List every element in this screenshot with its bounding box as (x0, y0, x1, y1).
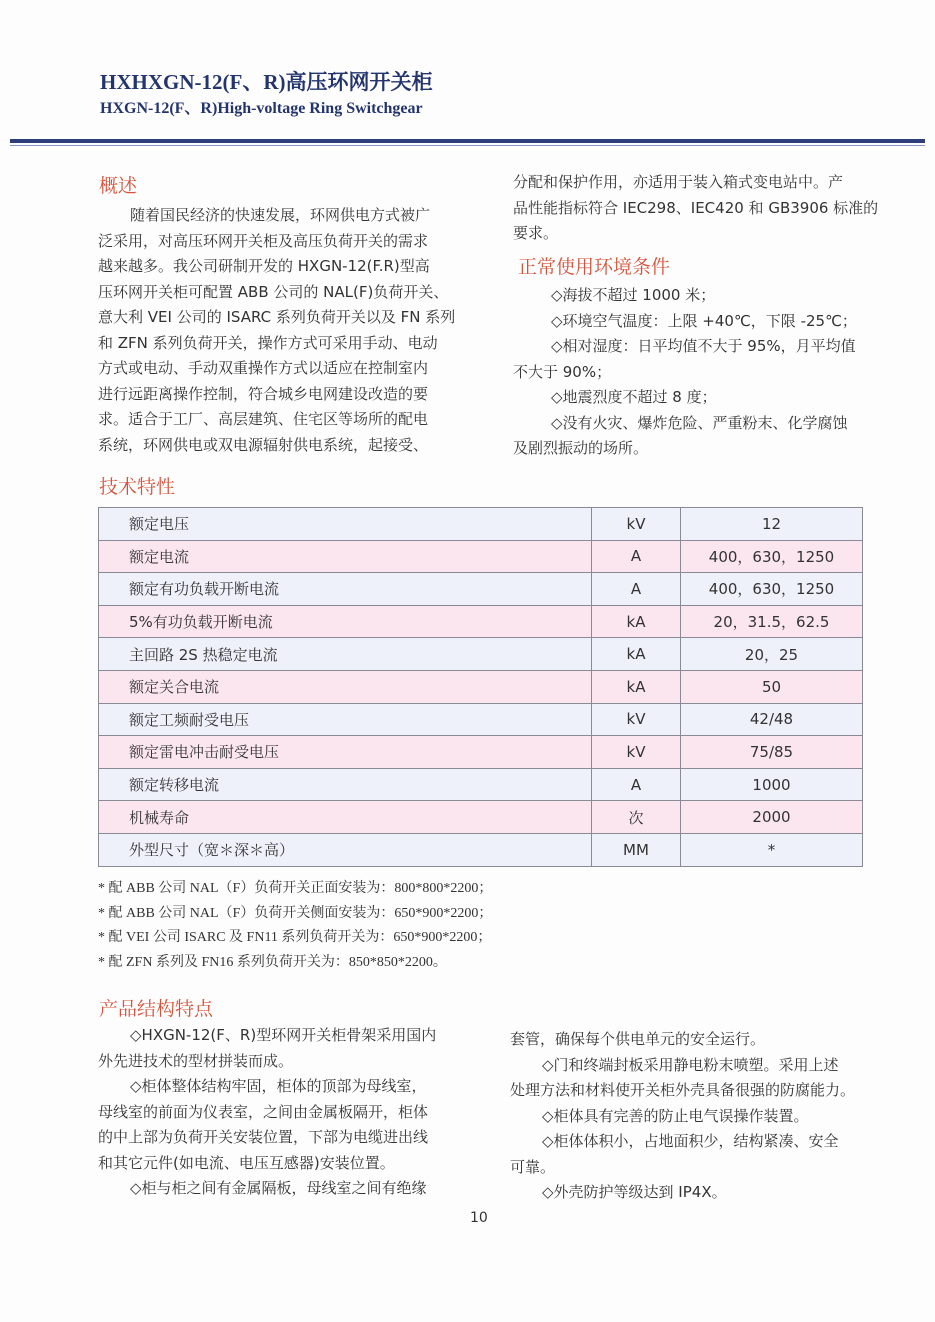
title-english: HXGN-12(F、R)High-voltage Ring Switchgear (100, 100, 423, 117)
dimension-notes (98, 877, 492, 975)
section-title-overview: 概述 (99, 175, 138, 197)
param-unit: kA (592, 670, 681, 703)
param-name: 额定关合电流 (99, 670, 592, 703)
text-line: 进行远距离操作控制，符合城乡电网建设改造的要 (98, 384, 429, 403)
text-line: ◇外壳防护等级达到 IP4X。 (542, 1183, 727, 1201)
param-value: 2000 (681, 801, 863, 834)
text-line: 处理方法和材料使开关柜外壳具备很强的防腐能力。 (510, 1081, 856, 1099)
param-value: 400，630，1250 (681, 573, 863, 606)
table-row (99, 540, 863, 573)
text-line: ◇柜体整体结构牢固，柜体的顶部为母线室， (130, 1077, 427, 1095)
param-unit: A (592, 540, 681, 573)
tech-spec-table (98, 507, 863, 867)
param-value: 50 (681, 670, 863, 703)
param-unit: kV (592, 508, 681, 541)
environment-list (513, 283, 893, 462)
param-name: 主回路 2S 热稳定电流 (99, 638, 592, 671)
param-name: 机械寿命 (99, 801, 592, 834)
table-row (99, 801, 863, 834)
param-name: 额定有功负载开断电流 (99, 573, 592, 606)
param-name: 额定电压 (99, 508, 592, 541)
note-line: * 配 ABB 公司 NAL（F）负荷开关侧面安装为：650*900*2200； (98, 905, 493, 921)
text-line: ◇环境空气温度：上限 +40℃，下限 -25℃； (551, 311, 857, 330)
note-line: * 配 ABB 公司 NAL（F）负荷开关正面安装为：800*800*2200； (98, 881, 493, 896)
param-value: 75/85 (681, 736, 863, 769)
param-unit: A (592, 768, 681, 801)
param-name: 额定雷电冲击耐受电压 (99, 736, 592, 769)
overview-right-paragraph (513, 170, 893, 247)
text-line: 泛采用，对高压环网开关柜及高压负荷开关的需求 (98, 231, 429, 250)
text-line: ◇相对湿度：日平均值不大于 95%，月平均值 (551, 337, 856, 355)
text-line: ◇地震烈度不超过 8 度； (551, 388, 717, 406)
param-unit: kV (592, 703, 681, 736)
text-line: 套管，确保每个供电单元的安全运行。 (510, 1030, 766, 1048)
param-value: 400，630，1250 (681, 540, 863, 573)
text-line: 随着国民经济的快速发展，环网供电方式被广 (130, 206, 431, 224)
param-unit: kV (592, 736, 681, 769)
header-divider (10, 139, 925, 143)
section-title-environment: 正常使用环境条件 (518, 256, 671, 278)
text-line: 要求。 (513, 224, 559, 242)
text-line: 系统，环网供电或双电源辐射供电系统，起接受、 (98, 435, 429, 454)
text-line: ◇门和终端封板采用静电粉末喷塑。采用上述 (542, 1055, 839, 1074)
param-value: 42/48 (681, 703, 863, 736)
param-name: 额定转移电流 (99, 768, 592, 801)
table-row (99, 605, 863, 638)
table-row (99, 703, 863, 736)
page-number: 10 (470, 1210, 488, 1226)
text-line: 和其它元件(如电流、电压互感器)安装位置。 (98, 1153, 395, 1172)
param-value: 20，25 (681, 638, 863, 671)
section-title-structure: 产品结构特点 (99, 998, 214, 1020)
param-unit: 次 (592, 801, 681, 834)
param-name: 5%有功负载开断电流 (99, 605, 592, 638)
text-line: 越来越多。我公司研制开发的 HXGN-12(F.R)型高 (98, 257, 430, 275)
text-line: ◇没有火灾、爆炸危险、严重粉末、化学腐蚀 (551, 413, 848, 432)
text-line: ◇柜与柜之间有金属隔板，母线室之间有绝缘 (130, 1179, 427, 1197)
param-name: 额定电流 (99, 540, 592, 573)
param-unit: kA (592, 605, 681, 638)
text-line: ◇柜体具有完善的防止电气误操作装置。 (542, 1106, 809, 1125)
table-row (99, 670, 863, 703)
param-value: * (681, 833, 863, 866)
section-title-tech: 技术特性 (99, 476, 176, 498)
table-row (99, 638, 863, 671)
text-line: ◇HXGN-12(F、R)型环网开关柜骨架采用国内 (130, 1026, 437, 1044)
text-line: 及剧烈振动的场所。 (513, 439, 649, 457)
text-line: 意大利 VEI 公司的 ISARC 系列负荷开关以及 FN 系列 (98, 308, 456, 326)
table-row (99, 768, 863, 801)
text-line: ◇海拔不超过 1000 米； (551, 286, 716, 304)
text-line: 求。适合于工厂、高层建筑、住宅区等场所的配电 (98, 410, 429, 428)
param-unit: kA (592, 638, 681, 671)
text-line: 外先进技术的型材拼装而成。 (98, 1051, 294, 1070)
table-row (99, 573, 863, 606)
param-value: 12 (681, 508, 863, 541)
title-chinese: HXHXGN-12(F、R)高压环网开关柜 (100, 70, 433, 94)
text-line: 和 ZFN 系列负荷开关，操作方式可采用手动、电动 (98, 333, 438, 352)
structure-right-paragraph (510, 1027, 895, 1206)
param-name: 额定工频耐受电压 (99, 703, 592, 736)
param-value: 1000 (681, 768, 863, 801)
text-line: 方式或电动、手动双重操作方式以适应在控制室内 (98, 359, 429, 377)
text-line: 分配和保护作用，亦适用于装入箱式变电站中。产 (513, 173, 844, 191)
overview-left-paragraph (98, 203, 490, 458)
text-line: ◇柜体体积小，占地面积少，结构紧凑、安全 (542, 1132, 839, 1150)
text-line: 品性能指标符合 IEC298、IEC420 和 GB3906 标准的 (513, 198, 879, 217)
param-unit: MM (592, 833, 681, 866)
text-line: 的中上部为负荷开关安装位置，下部为电缆进出线 (98, 1128, 429, 1146)
table-row (99, 508, 863, 541)
param-value: 20，31.5，62.5 (681, 605, 863, 638)
structure-left-paragraph (98, 1023, 490, 1202)
table-row (99, 833, 863, 866)
text-line: 母线室的前面为仪表室，之间由金属板隔开，柜体 (98, 1102, 429, 1121)
note-line: * 配 VEI 公司 ISARC 及 FN11 系列负荷开关为：650*900*2200； (98, 930, 492, 945)
param-unit: A (592, 573, 681, 606)
text-line: 可靠。 (510, 1157, 556, 1176)
text-line: 不大于 90%； (513, 362, 612, 381)
table-row (99, 736, 863, 769)
param-name: 外型尺寸（宽＊深＊高） (99, 833, 592, 866)
note-line: * 配 ZFN 系列及 FN16 系列负荷开关为：850*850*2200。 (98, 954, 447, 970)
header-divider-thin (10, 145, 925, 146)
text-line: 压环网开关柜可配置 ABB 公司的 NAL(F)负荷开关、 (98, 282, 449, 301)
